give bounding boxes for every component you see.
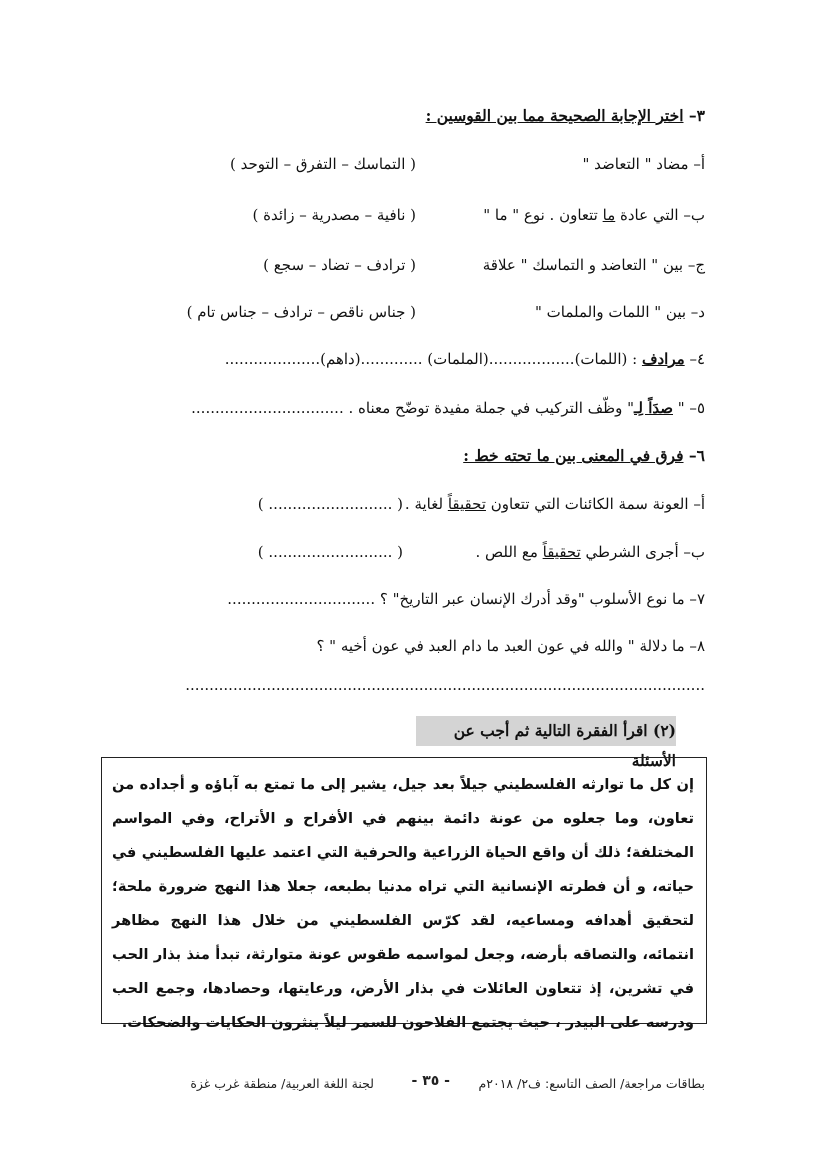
question-3-title: اختر الإجابة الصحيحة مما بين القوسين : xyxy=(425,106,684,125)
question-6b xyxy=(475,543,705,561)
question-5-underlined: صدَاً لِـ xyxy=(634,399,673,417)
question-3b-stem-pre: ب– التي عادة xyxy=(615,206,705,224)
section-2-title: (٢) اقرأ الفقرة التالية ثم أجب عن الأسئلة xyxy=(416,716,676,746)
question-3-number: ٣– xyxy=(688,106,705,125)
question-7: ٧– ما نوع الأسلوب "وقد أدرك الإنسان عبر التاريخ" ؟ ............................... xyxy=(227,590,705,608)
question-8: ٨– ما دلالة " والله في عون العبد ما دام العبد في عون أخيه " ؟ xyxy=(316,637,705,655)
footer-left-text: بطاقات مراجعة/ الصف التاسع: ف٢/ ٢٠١٨م xyxy=(478,1076,705,1091)
question-3c-options: ( ترادف – تضاد – سجع ) xyxy=(263,256,416,274)
question-3a-stem: أ– مضاد " التعاضد " xyxy=(582,155,705,173)
question-6a-underlined: تحقيقاً xyxy=(447,495,486,513)
question-3d-options: ( جناس ناقص – ترادف – جناس تام ) xyxy=(186,303,416,321)
question-4 xyxy=(225,350,705,368)
question-3a-options: ( التماسك – التفرق – التوحد ) xyxy=(230,155,416,173)
question-6b-post: مع اللص . xyxy=(475,543,543,561)
question-5-post: " وظّف التركيب في جملة مفيدة توضّح معناه . ................................ xyxy=(191,399,635,417)
question-6-title: فرق في المعنى بين ما تحته خط : xyxy=(463,446,684,465)
question-6a-post: لغاية . xyxy=(404,495,448,513)
page-number: - ٣٥ - xyxy=(411,1073,450,1089)
question-4-text: : (اللمات)..................(الملمات) .............(داهم).................... xyxy=(224,350,642,368)
question-3b-options: ( نافية – مصدرية – زائدة ) xyxy=(252,206,416,224)
question-5 xyxy=(191,399,705,417)
question-3c-stem: ج– بين " التعاضد و التماسك " علاقة xyxy=(482,256,705,274)
question-3-heading xyxy=(426,106,705,125)
question-6b-underlined: تحقيقاً xyxy=(542,543,581,561)
question-6b-pre: ب– أجرى الشرطي xyxy=(580,543,705,561)
question-6a-answer-blank[interactable]: ( .......................... ) xyxy=(257,495,403,513)
question-4-label: مرادف xyxy=(641,350,685,368)
question-8-answer-line[interactable]: ............................................................................................................. xyxy=(185,676,705,694)
reading-passage: إن كل ما توارثه الفلسطيني جيلاً بعد جيل، يشير إلى ما تمتع به آباؤه و أجداده من تعاون، وما جعلوه من عونة دائمة بينهم في الأفراح و الأتراح، وفي المواسم المختلفة؛ ذلك أن واقع الحياة الزراعية والحرفية التي اعتمد عليها الفلسطيني في حياته، و أن فطرته الإنسانية التي تراه مدنيا بطبعه، جعلا هذا النهج ضرورة ملحة؛ لتحقيق أهدافه ومساعيه، لقد كرّس الفلسطيني من خلال هذا النهج مظاهر انتمائه، والتصاقه بأرضه، وجعل لمواسمه طقوس عونة متوارثة، تبدأ منذ بذار الحب في تشرين، إذ تتعاون العائلات في بذار الأرض، ورعايتها، وحصادها، وجمع الحب ودرسه على البيدر ، حيث يجتمع الفلاحون للسمر ليلاً ينثرون الحكايات والضحكات. xyxy=(101,757,707,1024)
footer-right-text: لجنة اللغة العربية/ منطقة غرب غزة xyxy=(190,1076,374,1091)
question-6a-pre: أ– العونة سمة الكائنات التي تتعاون xyxy=(485,495,705,513)
question-4-number: ٤– xyxy=(689,350,705,368)
question-6b-answer-blank[interactable]: ( .......................... ) xyxy=(257,543,403,561)
question-3b-stem xyxy=(483,206,705,224)
question-3b-underlined-word: ما xyxy=(602,206,616,224)
question-5-pre: ٥– " xyxy=(673,399,705,417)
question-6a xyxy=(405,495,705,513)
question-3d-stem: د– بين " اللمات والملمات " xyxy=(535,303,705,321)
question-6-heading xyxy=(463,446,705,465)
question-6-number: ٦– xyxy=(688,446,705,465)
question-3b-stem-post: تتعاون . نوع " ما " xyxy=(483,206,603,224)
